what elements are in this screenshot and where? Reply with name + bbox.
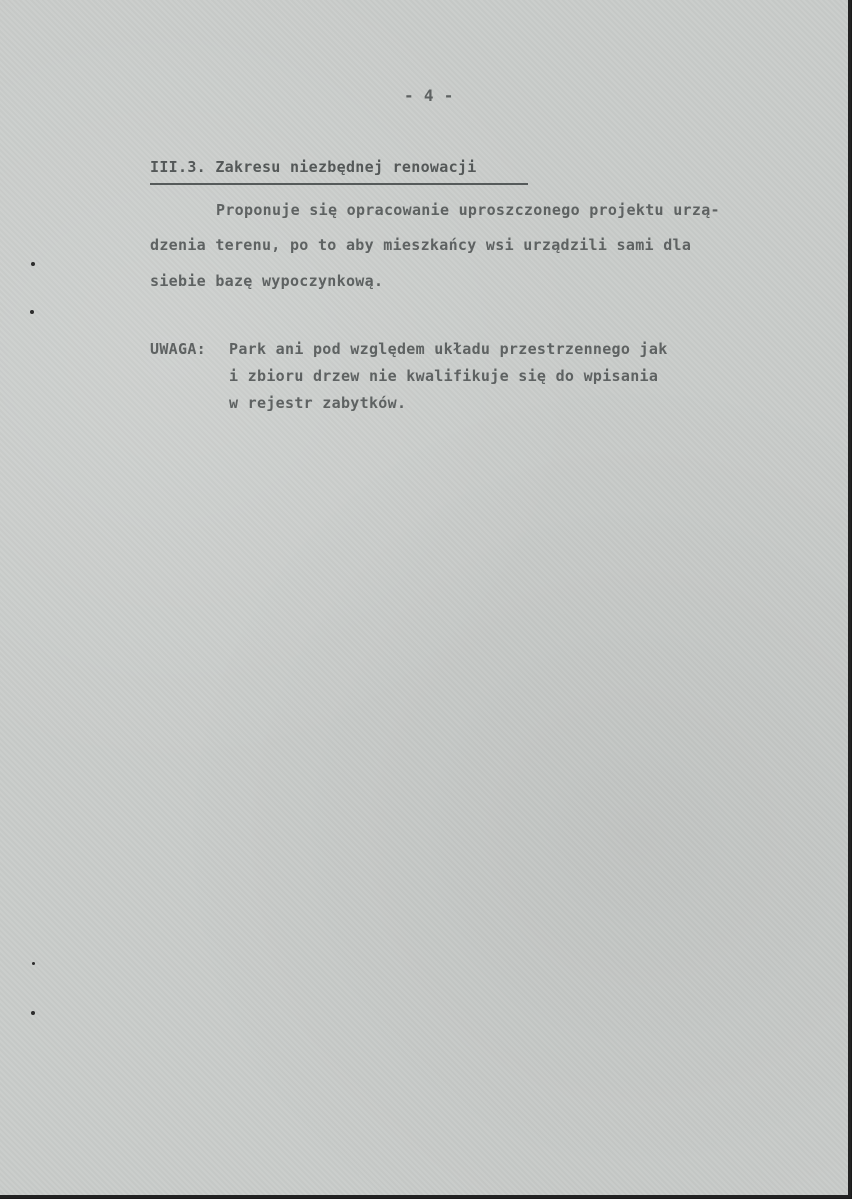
note-label: UWAGA: (150, 340, 206, 358)
note-line: w rejestr zabytków. (229, 394, 407, 412)
paragraph-line: Proponuje się opracowanie uproszczonego projektu urzą- (216, 201, 720, 219)
margin-mark (31, 262, 35, 266)
margin-mark (31, 1011, 35, 1015)
margin-mark (30, 310, 34, 314)
section-heading: III.3. Zakresu niezbędnej renowacji (150, 158, 477, 176)
margin-mark (32, 962, 35, 965)
page-number: - 4 - (404, 86, 454, 105)
heading-underline (150, 183, 528, 185)
paragraph-line: dzenia terenu, po to aby mieszkańcy wsi urządzili sami dla (150, 236, 692, 254)
paragraph-line: siebie bazę wypoczynkową. (150, 272, 384, 290)
note-line: Park ani pod względem układu przestrzennego jak (229, 340, 668, 358)
note-line: i zbioru drzew nie kwalifikuje się do wpisania (229, 367, 659, 385)
